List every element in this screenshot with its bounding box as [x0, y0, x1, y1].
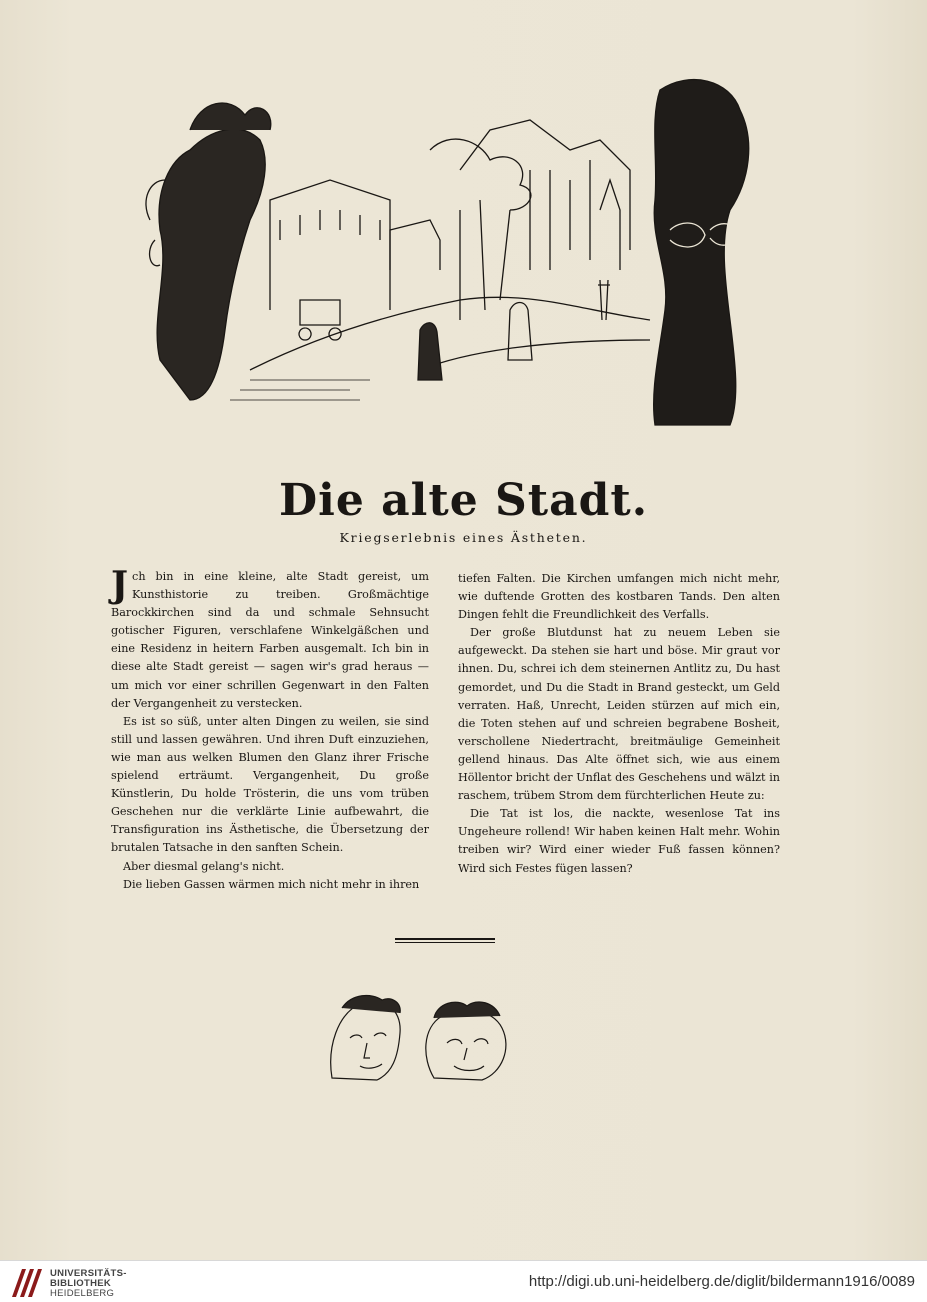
town-illustration — [130, 70, 790, 450]
page-url[interactable]: http://digi.ub.uni-heidelberg.de/diglit/bildermann1916/0089 — [528, 1273, 915, 1290]
paragraph: Es ist so süß, unter alten Dingen zu weilen, sie sind still und lassen gewähren. Und ihren Duft einzuziehen, wie man aus welken Blumen den Glanz ihrer Frische spielend erträumt. Vergangenheit, Du große Künstlerin, Du holde Trösterin, die uns vom trüben Geschehen nur die verklärte Linie aufbewahrt, die Transfiguration ins Ästhetische, die Übersetzung der brutalen Tatsache in den sanften Schein. — [111, 714, 429, 855]
left-column — [111, 564, 429, 894]
section-divider — [395, 938, 495, 944]
paragraph: Der große Blutdunst hat zu neuem Leben sie aufgeweckt. Da stehen sie hart und böse. Mir graut vor ihnen. Du, schrei ich dem steinernen Antlitz zu, Du hast gemordet, und Du die Stadt in Brand gesteckt, um Geld verraten. Haß, Unrecht, Leiden stürzen auf mich ein, die Toten stehen auf und schreien begrabene Bosheit, verschollene Niedertracht, breitmäulige Gemeinheit gellend hinaus. Das Alte öffnet sich, wie aus einem Höllentor bricht der Unflat des Geschehens und wälzt in raschem, trübem Strom dem fürchterlichen Heute zu: — [458, 626, 780, 803]
article-subtitle: Kriegserlebnis eines Ästheten. — [339, 530, 588, 545]
paragraph: Aber diesmal gelang's nicht. — [123, 859, 285, 873]
paragraph: tiefen Falten. Die Kirchen umfangen mich nicht mehr, wie duftende Grotten des kostbaren Tands. Den alten Dingen fehlt die Freundlichkeit des Verfalls. — [458, 572, 780, 622]
right-column — [458, 570, 780, 878]
faces-illustration — [322, 988, 532, 1088]
drop-cap: J — [111, 564, 129, 606]
article-title: Die alte Stadt. — [278, 475, 649, 526]
paragraph: Die lieben Gassen wärmen mich nicht mehr in ihren — [123, 877, 420, 891]
viewer-footer — [0, 1260, 927, 1302]
library-name: UNIVERSITÄTS- BIBLIOTHEK HEIDELBERG — [50, 1268, 127, 1299]
library-logo-icon — [10, 1267, 44, 1299]
paragraph: Die Tat ist los, die nackte, wesenlose Tat ins Ungeheure rollend! Wir haben keinen Halt mehr. Wohin treiben wir? Wird einer wieder Fuß fassen können? Wird sich Festes fügen lassen? — [458, 807, 780, 875]
paragraph: Jch bin in eine kleine, alte Stadt gereist, um Kunsthistorie zu treiben. Großmächtige Barockkirchen sind da und schmale Sehnsucht gotischer Figuren, verschlafene Winkelgäßchen und eine Residenz in heitern Farben ausgemalt. Ich bin in diese alte Stadt gereist — sagen wir's grad heraus — um mich vor einer schrillen Gegenwart in den Falten der Vergangenheit zu verstecken. — [111, 564, 429, 710]
